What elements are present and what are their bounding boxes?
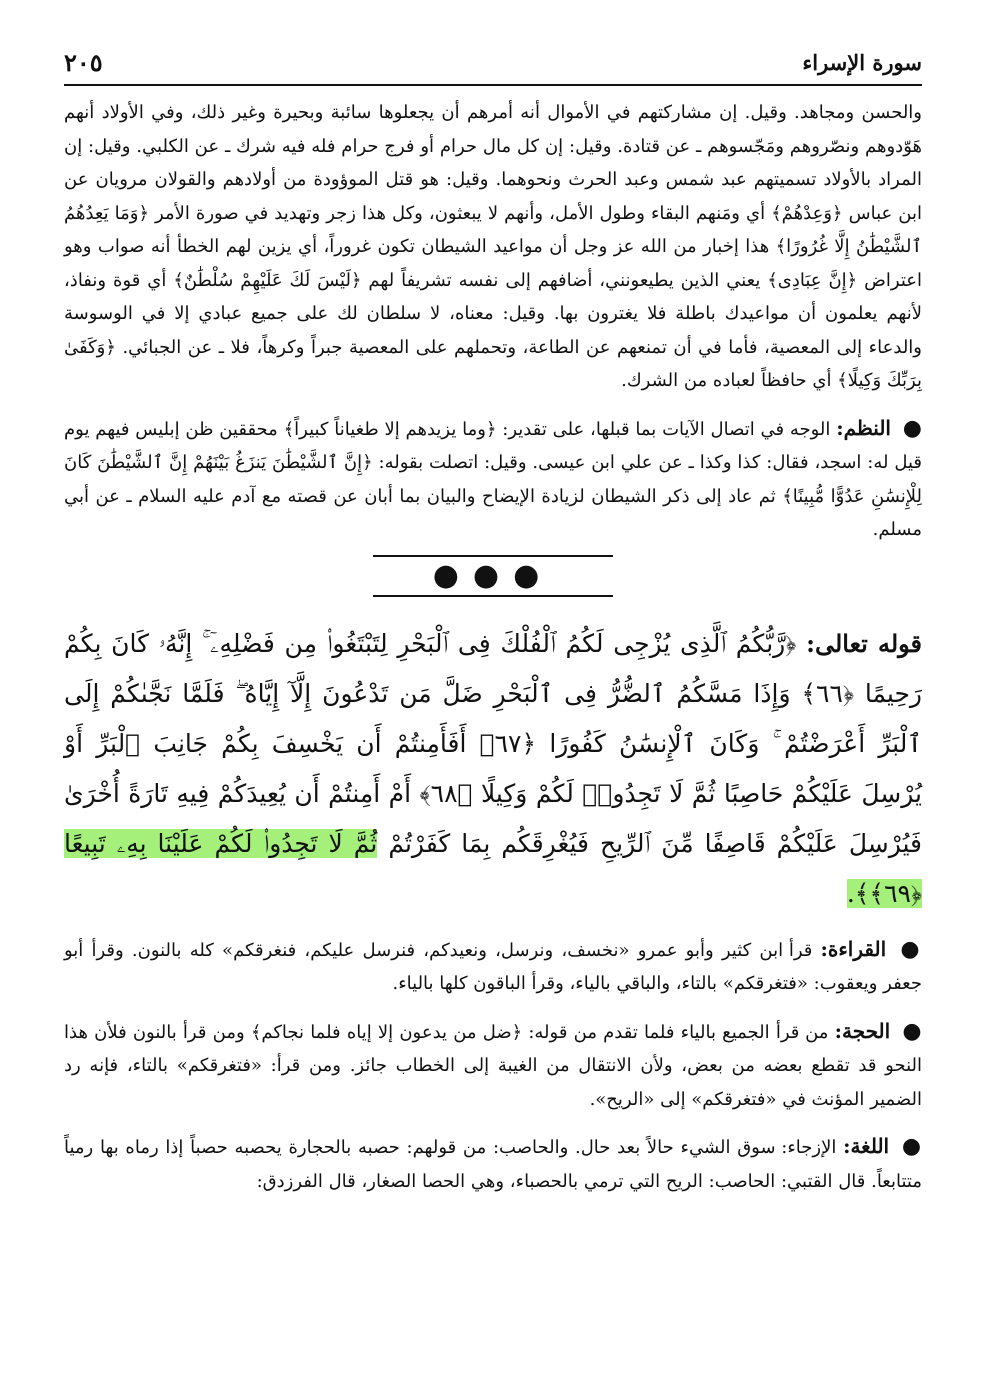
qiraa-label: القراءة: (820, 936, 887, 961)
separator-line-top (373, 555, 613, 557)
lugha-paragraph (64, 1130, 922, 1198)
section-separator (64, 547, 922, 613)
quran-verse (64, 619, 922, 919)
nazm-text: الوجه في اتصال الآيات بما قبلها، على تقدير: ﴿وما يزيدهم إلا طغياناً كبيراً﴾ محققين ظن إبليس فيهم يوم قيل له: اسجد، فقال: كذا وكذا ـ عن علي ابن عيسى. وقيل: اتصلت بقوله: ﴿إِنَّ ٱلشَّيْطَٰنَ يَنزَغُ بَيْنَهُمْ إِنَّ ٱلشَّيْطَٰنَ كَانَ لِلْإِنسَٰنِ عَدُوًّا مُّبِينًا﴾ ثم عاد إلى ذكر الشيطان لزيادة الإيضاح والبيان بما أبان عن قصته مع آدم عليه السلام ـ عن أبي مسلم. (64, 418, 922, 540)
page-header (64, 40, 922, 86)
surah-title: سورة الإسراء (802, 49, 922, 75)
qiraa-text: قرأ ابن كثير وأبو عمرو «نخسف، ونرسل، ونعيدكم، فنرسل عليكم، فنغرقكم» كله بالنون. وقرأ أبو جعفر ويعقوب: «فتغرقكم» بالتاء، والباقي بالياء، وقرأ الباقون كلها بالياء. (64, 939, 922, 994)
commentary-paragraph: والحسن ومجاهد. وقيل. إن مشاركتهم في الأموال أنه أمرهم أن يجعلوها سائبة وبحيرة وغير ذلك، وفي الأولاد أنهم هَوّدوهم ونصّروهم ومَجّسوهم ـ عن قتادة. وقيل: إن كل مال حرام أو فرج حرام فله فيه شرك ـ عن الكلبي. وقيل: إن المراد بالأولاد تسميتهم عبد شمس وعبد الحرث ونحوهما. وقيل: هو قتل الموؤودة من أولادهم والقولان مرويان عن ابن عباس ﴿وَعِدْهُمْ﴾ أي ومَنهم البقاء وطول الأمل، وأنهم لا يبعثون، وكل هذا زجر وتهديد في صورة الأمر ﴿وَمَا يَعِدُهُمُ ٱلشَّيْطَٰنُ إِلَّا غُرُورًا﴾ هذا إخبار من الله عز وجل أن مواعيد الشيطان تكون غروراً، أي يزين لهم الخطأ أنه صواب وهو اعتراض ﴿إِنَّ عِبَادِى﴾ يعني الذين يطيعونني، أضافهم إلى نفسه تشريفاً لهم ﴿لَيْسَ لَكَ عَلَيْهِمْ سُلْطَٰنٌ﴾ أي قوة ونفاذ، لأنهم يعلمون أن مواعيدك باطلة فلا يغترون بها. وقيل: معناه، لا سلطان لك على جميع عبادي إلا في الوسوسة والدعاء إلى المعصية، فأما في أن تمنعهم عن الطاعة، وتحملهم على المعصية جبراً وكرهاً، فلا ـ عن الجبائي. ﴿وَكَفَىٰ بِرَبِّكَ وَكِيلًا﴾ أي حافظاً لعباده من الشرك. (64, 102, 922, 391)
verse-text: ﴿رَّبُّكُمُ ٱلَّذِى يُزْجِى لَكُمُ ٱلْفُلْكَ فِى ٱلْبَحْرِ لِتَبْتَغُوا۟ مِن فَضْلِهِۦٓ ۚ إِنَّهُۥ كَانَ بِكُمْ رَحِيمًا ﴿٦٦﴾ وَإِذَا مَسَّكُمُ ٱلضُّرُّ فِى ٱلْبَحْرِ ضَلَّ مَن تَدْعُونَ إِلَّآ إِيَّاهُ ۖ فَلَمَّا نَجَّىٰكُمْ إِلَى ٱلْبَرِّ أَعْرَضْتُمْ ۚ وَكَانَ ٱلْإِنسَٰنُ كَفُورًا ﴿٦٧﴾ أَفَأَمِنتُمْ أَن يَخْسِفَ بِكُمْ جَانِبَ ٱلْبَرِّ أَوْ يُرْسِلَ عَلَيْكُمْ حَاصِبًا ثُمَّ لَا تَجِدُوا۟ لَكُمْ وَكِيلًا ﴿٦٨﴾ أَمْ أَمِنتُمْ أَن يُعِيدَكُمْ فِيهِ تَارَةً أُخْرَىٰ فَيُرْسِلَ عَلَيْكُمْ قَاصِفًا مِّنَ ٱلرِّيحِ فَيُغْرِقَكُم بِمَا كَفَرْتُمْ (64, 628, 922, 858)
hujja-paragraph (64, 1015, 922, 1117)
nazm-paragraph (64, 412, 922, 547)
bullet-icon: ● (900, 936, 922, 962)
lugha-label: اللغة: (843, 1134, 890, 1158)
qiraa-paragraph (64, 933, 922, 1001)
lugha-text: الإزجاء: سوق الشيء حالاً بعد حال. والحاصب: من قولهم: حصبه بالحجارة يحصبه حصباً إذا رماه بها رمياً متتابعاً. قال القتبي: الحاصب: الريح التي ترمي بالحصباء، وهي الحصا الصغار، قال الفرزدق: (64, 1137, 922, 1192)
bullet-icon: ● (902, 1018, 922, 1044)
bullet-icon: ● (901, 1134, 922, 1159)
page-content (64, 96, 922, 1198)
separator-dots-icon: ●●● (432, 557, 554, 593)
hujja-text: من قرأ الجميع بالياء فلما تقدم من قوله: ﴿ضل من يدعون إلا إياه فلما نجاكم﴾ ومن قرأ بالنون فلأن هذا النحو قد تقطع بعضه من بعض، ولأن الانتقال من الغيبة إلى الخطاب جائز. ومن قرأ: «فتغرقكم» بالتاء، فإنه رد الضمير المؤنث في «فتغرقكم» إلى «الريح». (64, 1021, 922, 1110)
verse-highlighted-text: ثُمَّ لَا تَجِدُوا۟ لَكُمْ عَلَيْنَا بِهِۦ تَبِيعًا ﴿٦٩﴾﴾. (64, 828, 922, 908)
page-number: ٢٠٥ (64, 47, 103, 77)
nazm-label: النظم: (836, 415, 891, 440)
bullet-icon: ● (902, 415, 923, 441)
hujja-label: الحجة: (834, 1018, 891, 1043)
separator-line-bottom (373, 595, 613, 597)
verse-intro: قوله تعالى: (806, 628, 923, 658)
